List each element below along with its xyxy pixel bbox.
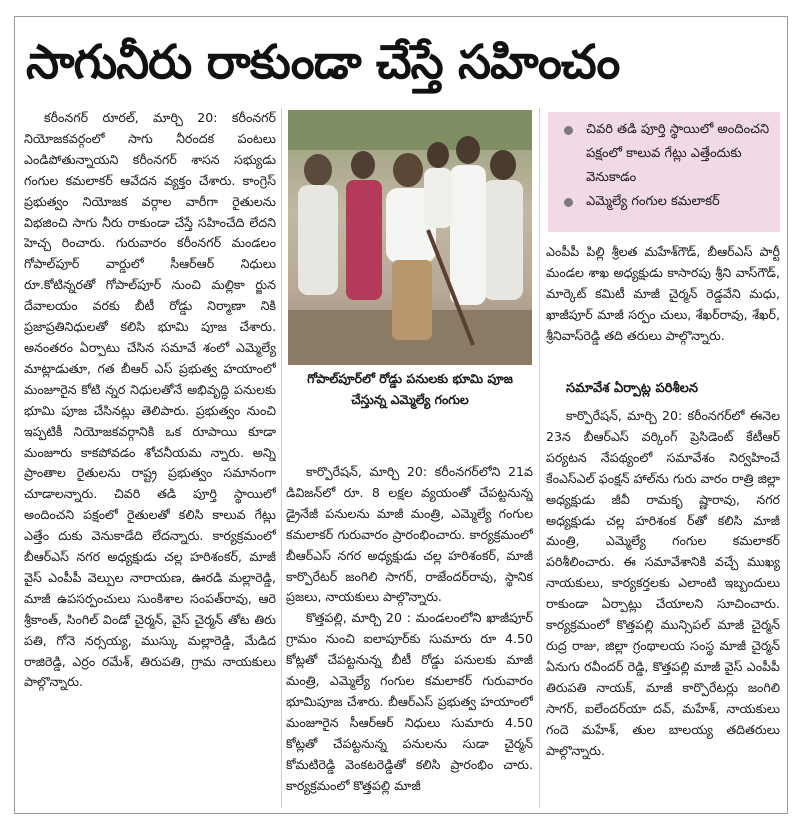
photo-caption: గోపాల్‌పూర్‌లో రోడ్డు పనులకు భూమి పూజ చేస్తున్న ఎమ్మెల్యే గంగుల (307, 371, 513, 407)
bullet-icon (564, 126, 573, 135)
pull-quote-attribution: ఎమ్మెల్యే గంగుల కమలాకర్ (586, 194, 720, 209)
column-divider (281, 108, 282, 808)
pull-quote-item (558, 190, 774, 214)
column-1 (24, 108, 276, 808)
pull-quote-box (548, 112, 780, 232)
column-3-story-2 (546, 406, 780, 808)
column-3-paragraph: ఎంపీపీ పిల్లి శ్రీలత మహేశ్‌గౌడ్, బీఆర్ఎస్ పార్టీ మండల శాఖ అధ్యక్షుడు కాసారపు శ్రీని వాస్‌గౌడ్, మార్కెట్ కమిటీ మాజీ చైర్మన్ రెడ్డవేని మధు, ఖాజీపూర్ మాజీ సర్పం చులు, శేఖర్‌రావు, శేఖర్, శ్రీనివాస్‌రెడ్డి తది తరులు పాల్గొన్నారు. (546, 244, 780, 343)
pull-quote-text: చివరి తడి పూర్తి స్థాయిలో అందించని పక్షంలో కాలువ గేట్లు ఎత్తేందుకు వెనుకాడం (586, 122, 770, 185)
column-2-paragraph-2: కొత్తపల్లి, మార్చి 20 : మండలంలోని ఖాజీపూర్ గ్రామం నుంచి ఐలాపూర్‌కు సుమారు రూ 4.50 కోట్లతో చేపట్టనున్న బీటీ రోడ్డు పనులకు మాజీ మంత్రి, ఎమ్మెల్యే గంగుల కమలాకర్ గురువారం భూమిపూజ చేశారు. బీఆర్ఎస్ ప్రభుత్వ హయాంలో మంజూరైన సీఆర్ఆర్ నిధులు సుమారు 4.50 కోట్లతో చేపట్టనున్న పనులను సుడా చైర్మన్ కోమటిరెడ్డి వెంకటరెడ్డితో కలిసి ప్రారంభిం చారు. కార్యక్రమంలో కొత్తపల్లి మాజీ (286, 610, 533, 793)
subheading: సమావేశ ఏర్పాట్ల పరిశీలన (566, 381, 698, 396)
pull-quote-item (558, 118, 774, 190)
photo-illustration (288, 110, 532, 365)
column-3 (546, 242, 780, 372)
column-1-paragraph: కరీంనగర్ రూరల్, మార్చి 20: కరీంనగర్ నియోజకవర్గంలో సాగు నీరందక పంటలు ఎండిపోతున్నాయని కరీంనగర్ శాసన సభ్యుడు గంగుల కమలాకర్ ఆవేదన వ్యక్తం చేశారు. కాంగ్రెస్ ప్రభుత్వం నియోజక వర్గాల వారీగా రైతులను విభజించి సాగు నీరు రాకుండా చేస్తే సహించేది లేదని హెచ్చ రించారు. గురువారం కరీంనగర్ మండలం గోపాల్‌పూర్ వార్డులో సీఆర్ఆర్ నిధులు రూ.కోటిన్నరతో గోపాల్‌పూర్ నుంచి మల్లికా ర్జున దేవాలయం వరకు బీటీ రోడ్డు నిర్మాణా నికి ప్రజాప్రతినిధులతో కలిసి భూమి పూజ చేశారు. అనంతరం ఏర్పాటు చేసిన సమావే శంలో ఎమ్మెల్యే మాట్లాడుతూ, గత బీఆర్ ఎస్ ప్రభుత్వ హయాంలో మంజూరైన కోటి న్నర నిధులతోనే అభివృద్ధి పనులకు భూమి పూజ చేసినట్లు తెలిపారు. ప్రభుత్వం నుంచి ఇప్పటికీ నియోజకవర్గానికి ఒక రూపాయి కూడా మంజూరు కాకపోవడం శోచనీయమ న్నారు. అన్ని ప్రాంతాల రైతులను రాష్ట్ర ప్రభుత్వం సమానంగా చూడాలన్నారు. చివరి తడి పూర్తి స్థాయిలో అందించని పక్షంలో రైతులతో కలిసి కాలువ గేట్లు ఎత్తేం దుకు వెనుకాడేది లేదన్నారు. కార్యక్రమంలో బీఆర్ఎస్ నగర అధ్యక్షుడు చల్ల హరిశంకర్, మాజీ వైస్ ఎంపీపీ వెల్పుల నారాయణ, ఊరడి మల్లారెడ్డి, మాజీ ఉపసర్పంచులు సుంకిశాల సంపత్‌రావు, ఆరె శ్రీకాంత్, సింగిల్ విండో చైర్మన్, వైస్ చైర్మన్ తోట తిరు పతి, గోనె నర్సయ్య, ముస్కు మల్లారెడ్డి, మేడిద రాజిరెడ్డి, ఎర్రం రమేశ్, తిరుపతి, గ్రామ నాయకులు పాల్గొన్నారు. (24, 110, 276, 690)
news-photo (288, 110, 532, 365)
column-divider (539, 108, 540, 808)
bullet-icon (564, 198, 573, 207)
column-2 (286, 462, 533, 808)
headline: సాగునీరు రాకుండా చేస్తే సహించం (26, 35, 620, 90)
column-3-story-2-paragraph: కార్పొరేషన్, మార్చి 20: కరీంనగర్‌లో ఈనెల 23న బీఆర్ఎస్ వర్కింగ్ ప్రెసిడెంట్ కేటీఆర్ పర్యటన నేపథ్యంలో సమావేశం నిర్వహించే కేంఎస్ఎల్ ఫంక్షన్ హాల్‌ను గురు వారం రాత్రి జిల్లా అధ్యక్షుడు జీవీ రామకృ ష్ణారావు, నగర అధ్యక్షుడు చల్ల హరిశంక ర్‌తో కలిసి మాజీ మంత్రి, ఎమ్మెల్యే గంగుల కమలాకర్ పరిశీలించారు. ఈ సమావేశానికి వచ్చే ముఖ్య నాయకులు, కార్యకర్తలకు ఎలాంటి ఇబ్బందులు రాకుండా ఏర్పాట్లు చేయాలని సూచించారు. కార్యక్రమంలో కొత్తపల్లి మున్సిపల్ మాజీ చైర్మన్ రుద్ర రాజు, జిల్లా గ్రంథాలయ సంస్థ మాజీ చైర్మన్ ఏనుగు రవీందర్ రెడ్డి, కొత్తపల్లి మాజీ వైస్ ఎంపీపీ తిరుపతి నాయక్, మాజీ కార్పొరేటర్లు జంగిలి సాగర్, ఐలేందర్‌యా దవ్, మహేశ్, నాయకులు గందె మహేశ్, తుల బాలయ్య తదితరులు పాల్గొన్నారు. (546, 408, 780, 758)
column-2-paragraph-1: కార్పొరేషన్, మార్చి 20: కరీంనగర్‌లోని 21వ డివిజన్‌లో రూ. 8 లక్షల వ్యయంతో చేపట్టనున్న డ్రైనేజీ పనులను మాజీ మంత్రి, ఎమ్మెల్యే గంగుల కమలాకర్ గురువారం ప్రారంభించారు. కార్యక్రమంలో బీఆర్ఎస్ నగర అధ్యక్షుడు చల్ల హరిశంకర్, మాజీ కార్పొరేటర్ జంగిలి సాగర్, రాజేందర్‌రావు, స్థానిక ప్రజలు, నాయకులు పాల్గొన్నారు. (286, 464, 533, 605)
